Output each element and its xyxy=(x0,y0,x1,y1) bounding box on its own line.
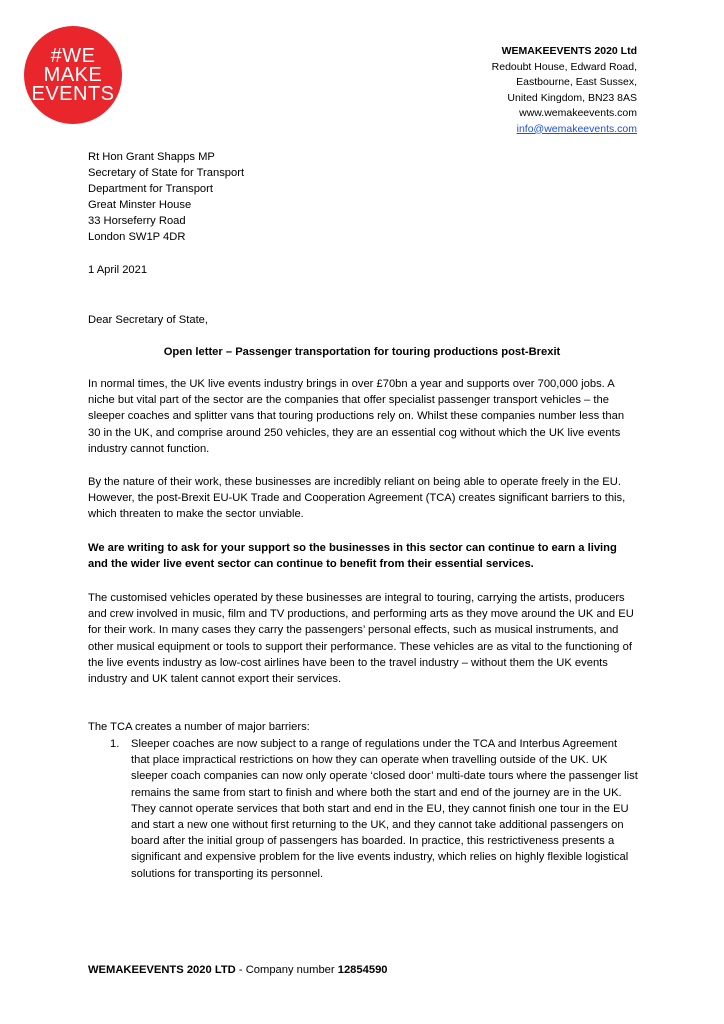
wemakeevents-logo xyxy=(24,26,122,124)
letter-subject: Open letter – Passenger transportation for touring productions post-Brexit xyxy=(163,346,561,358)
logo-line: #WE xyxy=(50,44,96,67)
list-item-number: 1. xyxy=(110,738,120,750)
sender-address-block xyxy=(492,44,637,137)
sender-website: www.wemakeevents.com xyxy=(519,107,637,119)
sender-org: WEMAKEEVENTS 2020 Ltd xyxy=(501,45,637,57)
recipient-line: Secretary of State for Transport xyxy=(88,167,245,180)
sender-address-line: Eastbourne, East Sussex, xyxy=(516,76,637,88)
list-item xyxy=(110,736,638,882)
footer xyxy=(88,964,388,976)
recipient-line: Rt Hon Grant Shapps MP xyxy=(88,151,215,163)
footer-company: WEMAKEEVENTS 2020 LTD xyxy=(88,964,236,976)
recipient-line: Great Minster House xyxy=(88,199,192,212)
recipient-line: Department for Transport xyxy=(88,183,213,196)
logo-line: MAKE xyxy=(43,63,103,86)
recipient-line: London SW1P 4DR xyxy=(88,231,186,244)
paragraph-eu-operations: By the nature of their work, these businesses are incredibly reliant on being able to operate freely in the EU. However, the post-Brexit EU-UK Trade and Cooperation Agreement (TCA) creates significant barriers to this, which threaten to make the sector unviable. xyxy=(88,476,626,521)
sender-address-line: United Kingdom, BN23 8AS xyxy=(507,91,637,104)
sender-email-link[interactable]: info@wemakeevents.com xyxy=(516,122,637,135)
letter-date: 1 April 2021 xyxy=(88,264,148,276)
list-item-text: Sleeper coaches are now subject to a range of regulations under the TCA and Interbus Agreement that place impractical restrictions on how they can operate when travelling outside of the UK. UK sleeper coach companies can now only operate ‘closed door’ multi-date tours where the passenger list remains the same from start to finish and where both the start and end of the journey are in the UK. They cannot operate services that both start and end in the EU, they cannot finish one tour in the EU and start a new one without first returning to the UK, and they cannot take additional passengers on board after the initial group of passengers has boarded. In practice, this restrictiveness presents a significant and expensive problem for the live events industry, which relies on highly flexible logistical solutions for transporting its personnel. xyxy=(131,738,638,880)
recipient-address-block xyxy=(88,149,244,246)
salutation: Dear Secretary of State, xyxy=(88,314,209,326)
paragraph-request: We are writing to ask for your support so the businesses in this sector can continue to earn a living and the wider live event sector can continue to benefit from their essential services. xyxy=(88,542,617,571)
footer-separator: - Company number xyxy=(235,964,338,976)
paragraph-vehicles: The customised vehicles operated by these businesses are integral to touring, carrying the artists, producers and crew involved in music, film and TV productions, and performing arts as they move around the UK and EU for their work. In many cases they carry the passengers’ personal effects, such as musical instruments, and other musical equipment or tools to support their performance. These vehicles are as vital to the functioning of the live events industry as low-cost airlines have been to the travel industry – without them the UK events industry and UK talent cannot export their services. xyxy=(88,592,634,686)
recipient-line: 33 Horseferry Road xyxy=(88,215,186,228)
paragraph-barriers-intro: The TCA creates a number of major barriers: xyxy=(88,721,310,733)
footer-company-number: 12854590 xyxy=(337,964,388,976)
logo-line: EVENTS xyxy=(31,82,115,105)
paragraph-intro: In normal times, the UK live events industry brings in over £70bn a year and supports over 700,000 jobs. A niche but vital part of the sector are the companies that offer specialist passenger transport vehicles – the sleeper coaches and splitter vans that touring productions rely on. Whilst these companies number less than 30 in the UK, and comprise around 250 vehicles, they are an essential cog without which the UK live events industry cannot function. xyxy=(88,378,625,455)
sender-address-line: Redoubt House, Edward Road, xyxy=(491,60,637,73)
